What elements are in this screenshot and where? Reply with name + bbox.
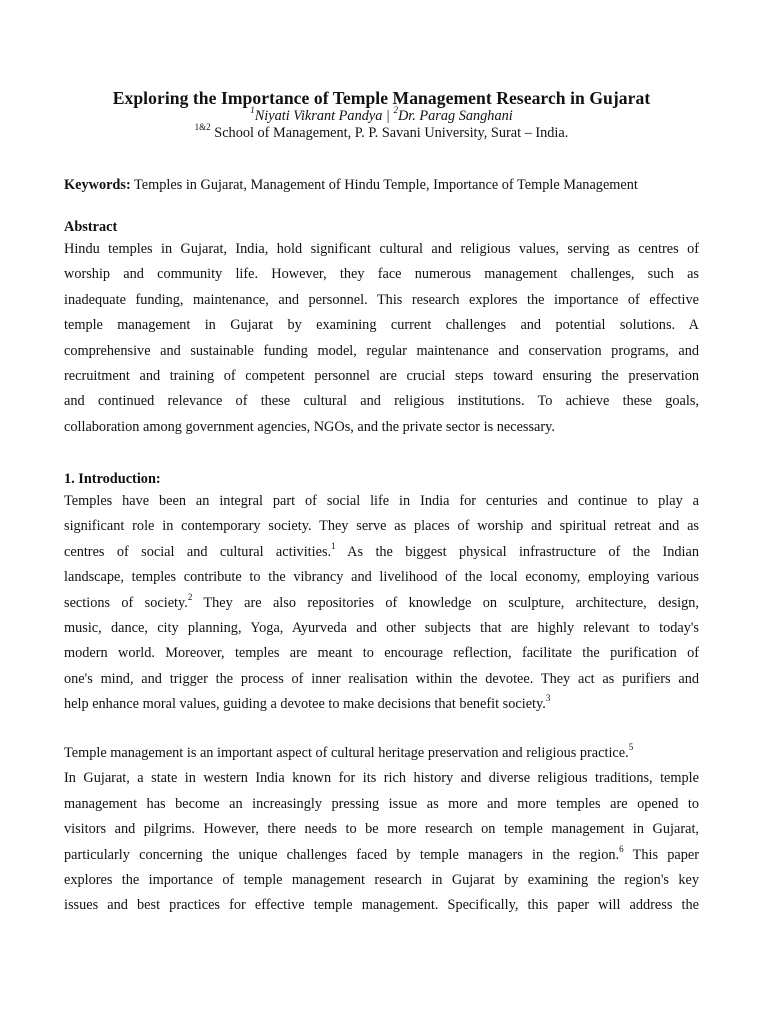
abstract-body — [64, 237, 699, 440]
author-line — [64, 107, 699, 125]
abstract-line: collaboration among government agencies, NGOs, and the private sector is necessary. — [64, 418, 555, 435]
footnote-ref: 5 — [628, 742, 634, 753]
intro-line: music, dance, city planning, Yoga, Ayurveda and other subjects that are highly relevant to today's — [64, 620, 699, 637]
footnote-ref: 6 — [619, 843, 624, 854]
author1-name: Niyati Vikrant Pandya | — [254, 108, 394, 124]
intro-line: Temple management is an important aspect of cultural heritage preservation and religious practice.$^5$ — [64, 742, 634, 761]
abstract-line: recruitment and training of competent personnel are crucial steps toward ensuring the preservation — [64, 368, 699, 385]
footnote-ref: 1 — [331, 541, 336, 552]
keywords-label: Keywords: — [64, 177, 131, 193]
keywords-text: Temples in Gujarat, Management of Hindu Temple, Importance of Temple Management — [130, 177, 638, 193]
intro-line: explores the importance of temple management research in Gujarat by examining the region's key — [64, 872, 699, 889]
footnote-ref: 2 — [187, 591, 193, 602]
intro-line: centres of social and cultural activities.$^1$ As the biggest physical infrastructure of the Indian — [64, 541, 699, 560]
introduction-paragraph-2 — [64, 741, 699, 919]
intro-line: sections of society.$^2$ They are also repositories of knowledge on sculpture, architecture, design, — [64, 591, 700, 611]
introduction-heading: 1. Introduction: — [64, 471, 161, 487]
intro-line: Temples have been an integral part of social life in India for centuries and continue to play a — [64, 493, 699, 509]
intro-line: modern world. Moreover, temples are meant to encourage reflection, facilitate the purification of — [64, 645, 699, 662]
abstract-line: worship and community life. However, they face numerous management challenges, such as — [64, 266, 699, 283]
keywords-line — [64, 175, 704, 195]
intro-line: In Gujarat, a state in western India known for its rich history and diverse religious traditions, temple — [64, 770, 699, 787]
affiliation-text: School of Management, P. P. Savani University, Surat – India. — [210, 125, 569, 141]
footnote-ref: 3 — [545, 693, 551, 704]
intro-line: particularly concerning the unique challenges faced by temple managers in the region.$^6$ This paper — [64, 843, 699, 863]
author2-name: Dr. Parag Sanghani — [397, 108, 513, 124]
abstract-line: Hindu temples in Gujarat, India, hold significant cultural and religious values, serving as centres of — [64, 241, 699, 257]
intro-line: visitors and pilgrims. However, there needs to be more research on temple management in Gujarat, — [64, 821, 699, 838]
abstract-line: temple management in Gujarat by examining current challenges and potential solutions. A — [64, 317, 699, 334]
introduction-paragraph-1 — [64, 489, 699, 718]
author1-superscript: 1 — [250, 105, 255, 116]
abstract-line: comprehensive and sustainable funding model, regular maintenance and conservation programs, and — [64, 342, 699, 359]
intro-line: management has become an increasingly pressing issue as more and more temples are opened to — [64, 795, 699, 812]
intro-line: help enhance moral values, guiding a devotee to make decisions that benefit society.$^3$ — [64, 693, 551, 713]
intro-line: issues and best practices for effective temple management. Specifically, this paper will address the — [64, 897, 699, 914]
affiliation-superscript: 1&2 — [194, 122, 211, 133]
intro-line: significant role in contemporary society. They serve as places of worship and spiritual retreat and as — [64, 518, 699, 535]
abstract-line: inadequate funding, maintenance, and personnel. This research explores the importance of effective — [64, 291, 699, 308]
paper-title: Exploring the Importance of Temple Management Research in Gujarat — [112, 88, 651, 108]
affiliation-line — [64, 124, 699, 142]
intro-line: one's mind, and trigger the process of inner realisation within the devotee. They act as purifiers and — [64, 670, 699, 687]
abstract-line: and continued relevance of these cultural and religious institutions. To achieve these goals, — [64, 393, 699, 410]
abstract-heading: Abstract — [64, 219, 118, 235]
intro-line: landscape, temples contribute to the vibrancy and livelihood of the local economy, employing various — [64, 569, 699, 586]
author2-superscript: 2 — [393, 105, 398, 116]
